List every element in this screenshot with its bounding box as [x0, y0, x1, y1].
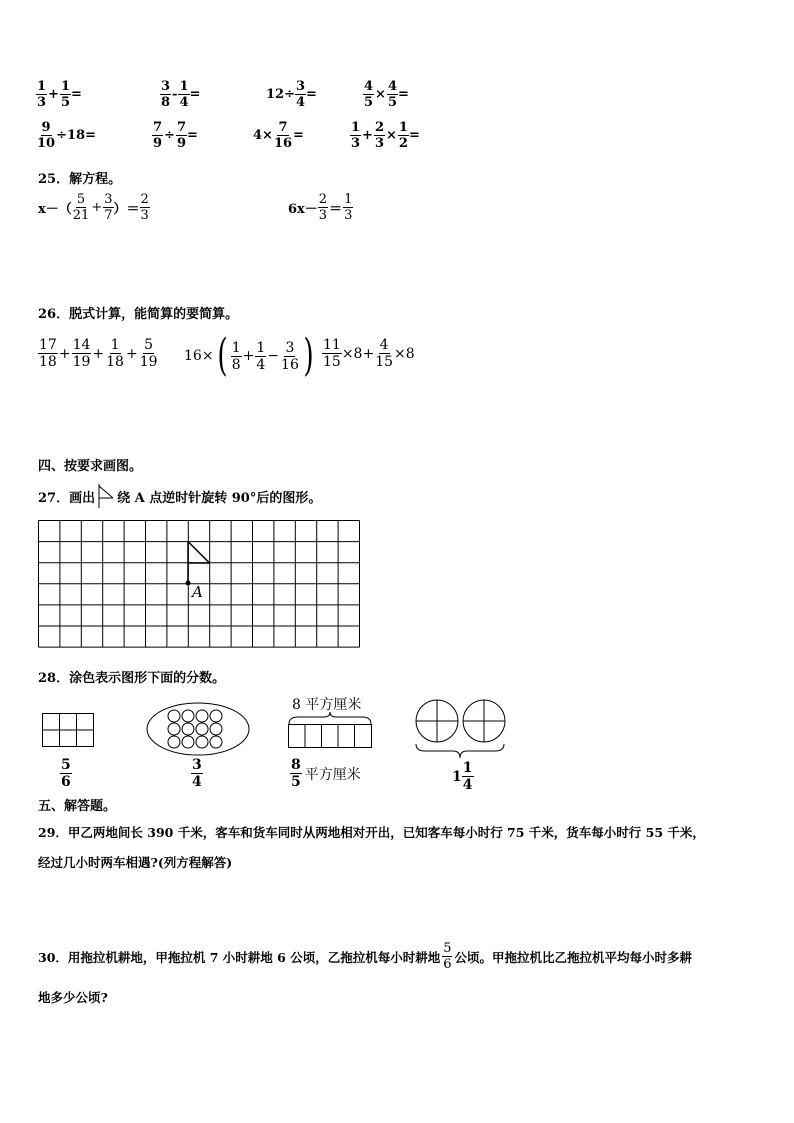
q29-line-2: 经过几小时两车相遇?(列方程解答) — [38, 855, 233, 870]
point-a-label: A — [192, 583, 203, 601]
flag-shape-icon — [97, 484, 115, 508]
q25-title: 25．解方程。 — [38, 172, 122, 187]
fraction: $\frac{1}{2}$ — [398, 120, 408, 151]
calc-r2-2: $\frac{7}{9}$ ÷ $\frac{7}{9}$ = — [153, 120, 198, 151]
fraction: $\frac{7}{9}$ — [153, 120, 163, 151]
fraction: $\frac{3}{4}$ — [192, 757, 202, 790]
fraction: $\frac{3}{7}$ — [104, 192, 113, 223]
q29-line-1: 29．甲乙两地间长 390 千米，客车和货车同时从两地相对开出，已知客车每小时行 75 千米，货车每小时行 55 千米， — [38, 825, 705, 840]
q28-fraction-4: 1 $\frac{1}{4}$ — [452, 760, 473, 793]
fraction: $\frac{5}{19}$ — [139, 337, 158, 370]
q26-expression-3: $\frac{11}{15}$ ×8+ $\frac{4}{15}$ ×8 — [323, 337, 415, 370]
q28-fraction-3: $\frac{8}{5}$ 平方厘米 — [291, 757, 361, 790]
point-a — [186, 581, 191, 586]
calc-r2-1: $\frac{9}{10}$ ÷18= — [37, 120, 96, 151]
fraction: $\frac{7}{9}$ — [176, 120, 186, 151]
flag-figure — [188, 542, 210, 584]
calc-r2-4: $\frac{1}{3}$ + $\frac{2}{3}$ × $\frac{1}{2}$ = — [351, 120, 420, 151]
q27-title: 27．画出 绕 A 点逆时针旋转 90°后的图形。 — [38, 484, 321, 508]
q28-ellipse-circles — [146, 702, 250, 756]
fraction: $\frac{1}{3}$ — [351, 120, 361, 151]
fraction: $\frac{14}{19}$ — [72, 337, 91, 370]
fraction: $\frac{8}{5}$ — [291, 757, 301, 790]
fraction: $\frac{17}{18}$ — [39, 337, 57, 370]
fraction: $\frac{1}{4}$ — [179, 79, 189, 110]
q28-two-circles — [415, 699, 507, 761]
q28-fraction-2 — [191, 758, 203, 789]
calc-r1-4: $\frac{4}{5}$ × $\frac{4}{5}$ = — [364, 79, 409, 110]
fraction: $\frac{1}{3}$ — [37, 79, 47, 110]
section-4-heading: 四、按要求画图。 — [38, 459, 143, 474]
fraction: $\frac{1}{5}$ — [60, 79, 70, 110]
q28-rectangle-grid — [42, 713, 94, 747]
fraction: $\frac{1}{4}$ — [462, 760, 473, 793]
q26-expression-2: 16× ( $\frac{1}{8}$ + $\frac{1}{4}$ − $\frac{3}{16}$ ) — [184, 330, 314, 381]
fraction: $\frac{5}{6}$ — [443, 941, 452, 972]
calc-r2-3: 4× $\frac{7}{16}$ = — [253, 120, 304, 151]
fraction: $\frac{1}{3}$ — [344, 192, 353, 223]
fraction: $\frac{3}{16}$ — [281, 339, 299, 373]
fraction: $\frac{1}{4}$ — [256, 339, 266, 373]
calc-r1-3: 12÷ $\frac{3}{4}$ = — [266, 79, 317, 110]
q26-expression-1: $\frac{17}{18}$ + $\frac{14}{19}$ + $\frac{1}{18}$ + $\frac{5}{19}$ — [39, 337, 158, 370]
q28-area-label: 8 平方厘米 — [292, 697, 362, 713]
fraction: $\frac{3}{8}$ — [161, 79, 171, 110]
calc-r1-2: $\frac{3}{8}$ - $\frac{1}{4}$ = — [161, 79, 201, 110]
q25-equation-1: x－（ $\frac{5}{21}$ + $\frac{3}{7}$ ）＝ $\frac{2}{3}$ — [38, 192, 149, 223]
q28-title: 28．涂色表示图形下面的分数。 — [38, 671, 226, 686]
fraction: $\frac{7}{16}$ — [273, 120, 293, 151]
fraction: $\frac{5}{21}$ — [72, 192, 90, 223]
fraction: $\frac{2}{3}$ — [318, 192, 328, 223]
q28-fraction-1 — [60, 758, 72, 789]
q28-area-brace — [288, 711, 372, 725]
fraction: $\frac{11}{15}$ — [323, 337, 341, 370]
q25-equation-2: 6x－ $\frac{2}{3}$ ＝ $\frac{1}{3}$ — [288, 192, 353, 223]
fraction: $\frac{1}{8}$ — [231, 339, 241, 373]
q28-strip-rectangle — [288, 724, 372, 748]
calc-r1-1: $\frac{1}{3}$ + $\frac{1}{5}$ = — [37, 79, 82, 110]
fraction: $\frac{4}{5}$ — [387, 79, 397, 110]
right-paren: ) — [303, 330, 314, 381]
q26-title: 26．脱式计算，能简算的要简算。 — [38, 307, 239, 322]
fraction: $\frac{1}{18}$ — [106, 337, 124, 370]
fraction: $\frac{2}{3}$ — [140, 192, 149, 223]
fraction: $\frac{9}{10}$ — [37, 120, 56, 151]
fraction: $\frac{4}{15}$ — [375, 337, 394, 370]
fraction: $\frac{2}{3}$ — [374, 120, 384, 151]
fraction: $\frac{4}{5}$ — [364, 79, 374, 110]
fraction: $\frac{5}{6}$ — [61, 757, 71, 790]
section-5-heading: 五、解答题。 — [38, 799, 117, 814]
left-paren: ( — [216, 330, 228, 381]
q30-line-2: 地多少公顷? — [38, 990, 108, 1005]
fraction: $\frac{3}{4}$ — [295, 79, 306, 110]
q30-line-1: 30．用拖拉机耕地，甲拖拉机 7 小时耕地 6 公顷，乙拖拉机每小时耕地 $\frac{5}{6}$ 公顷。甲拖拉机比乙拖拉机平均每小时多耕 — [38, 941, 692, 972]
